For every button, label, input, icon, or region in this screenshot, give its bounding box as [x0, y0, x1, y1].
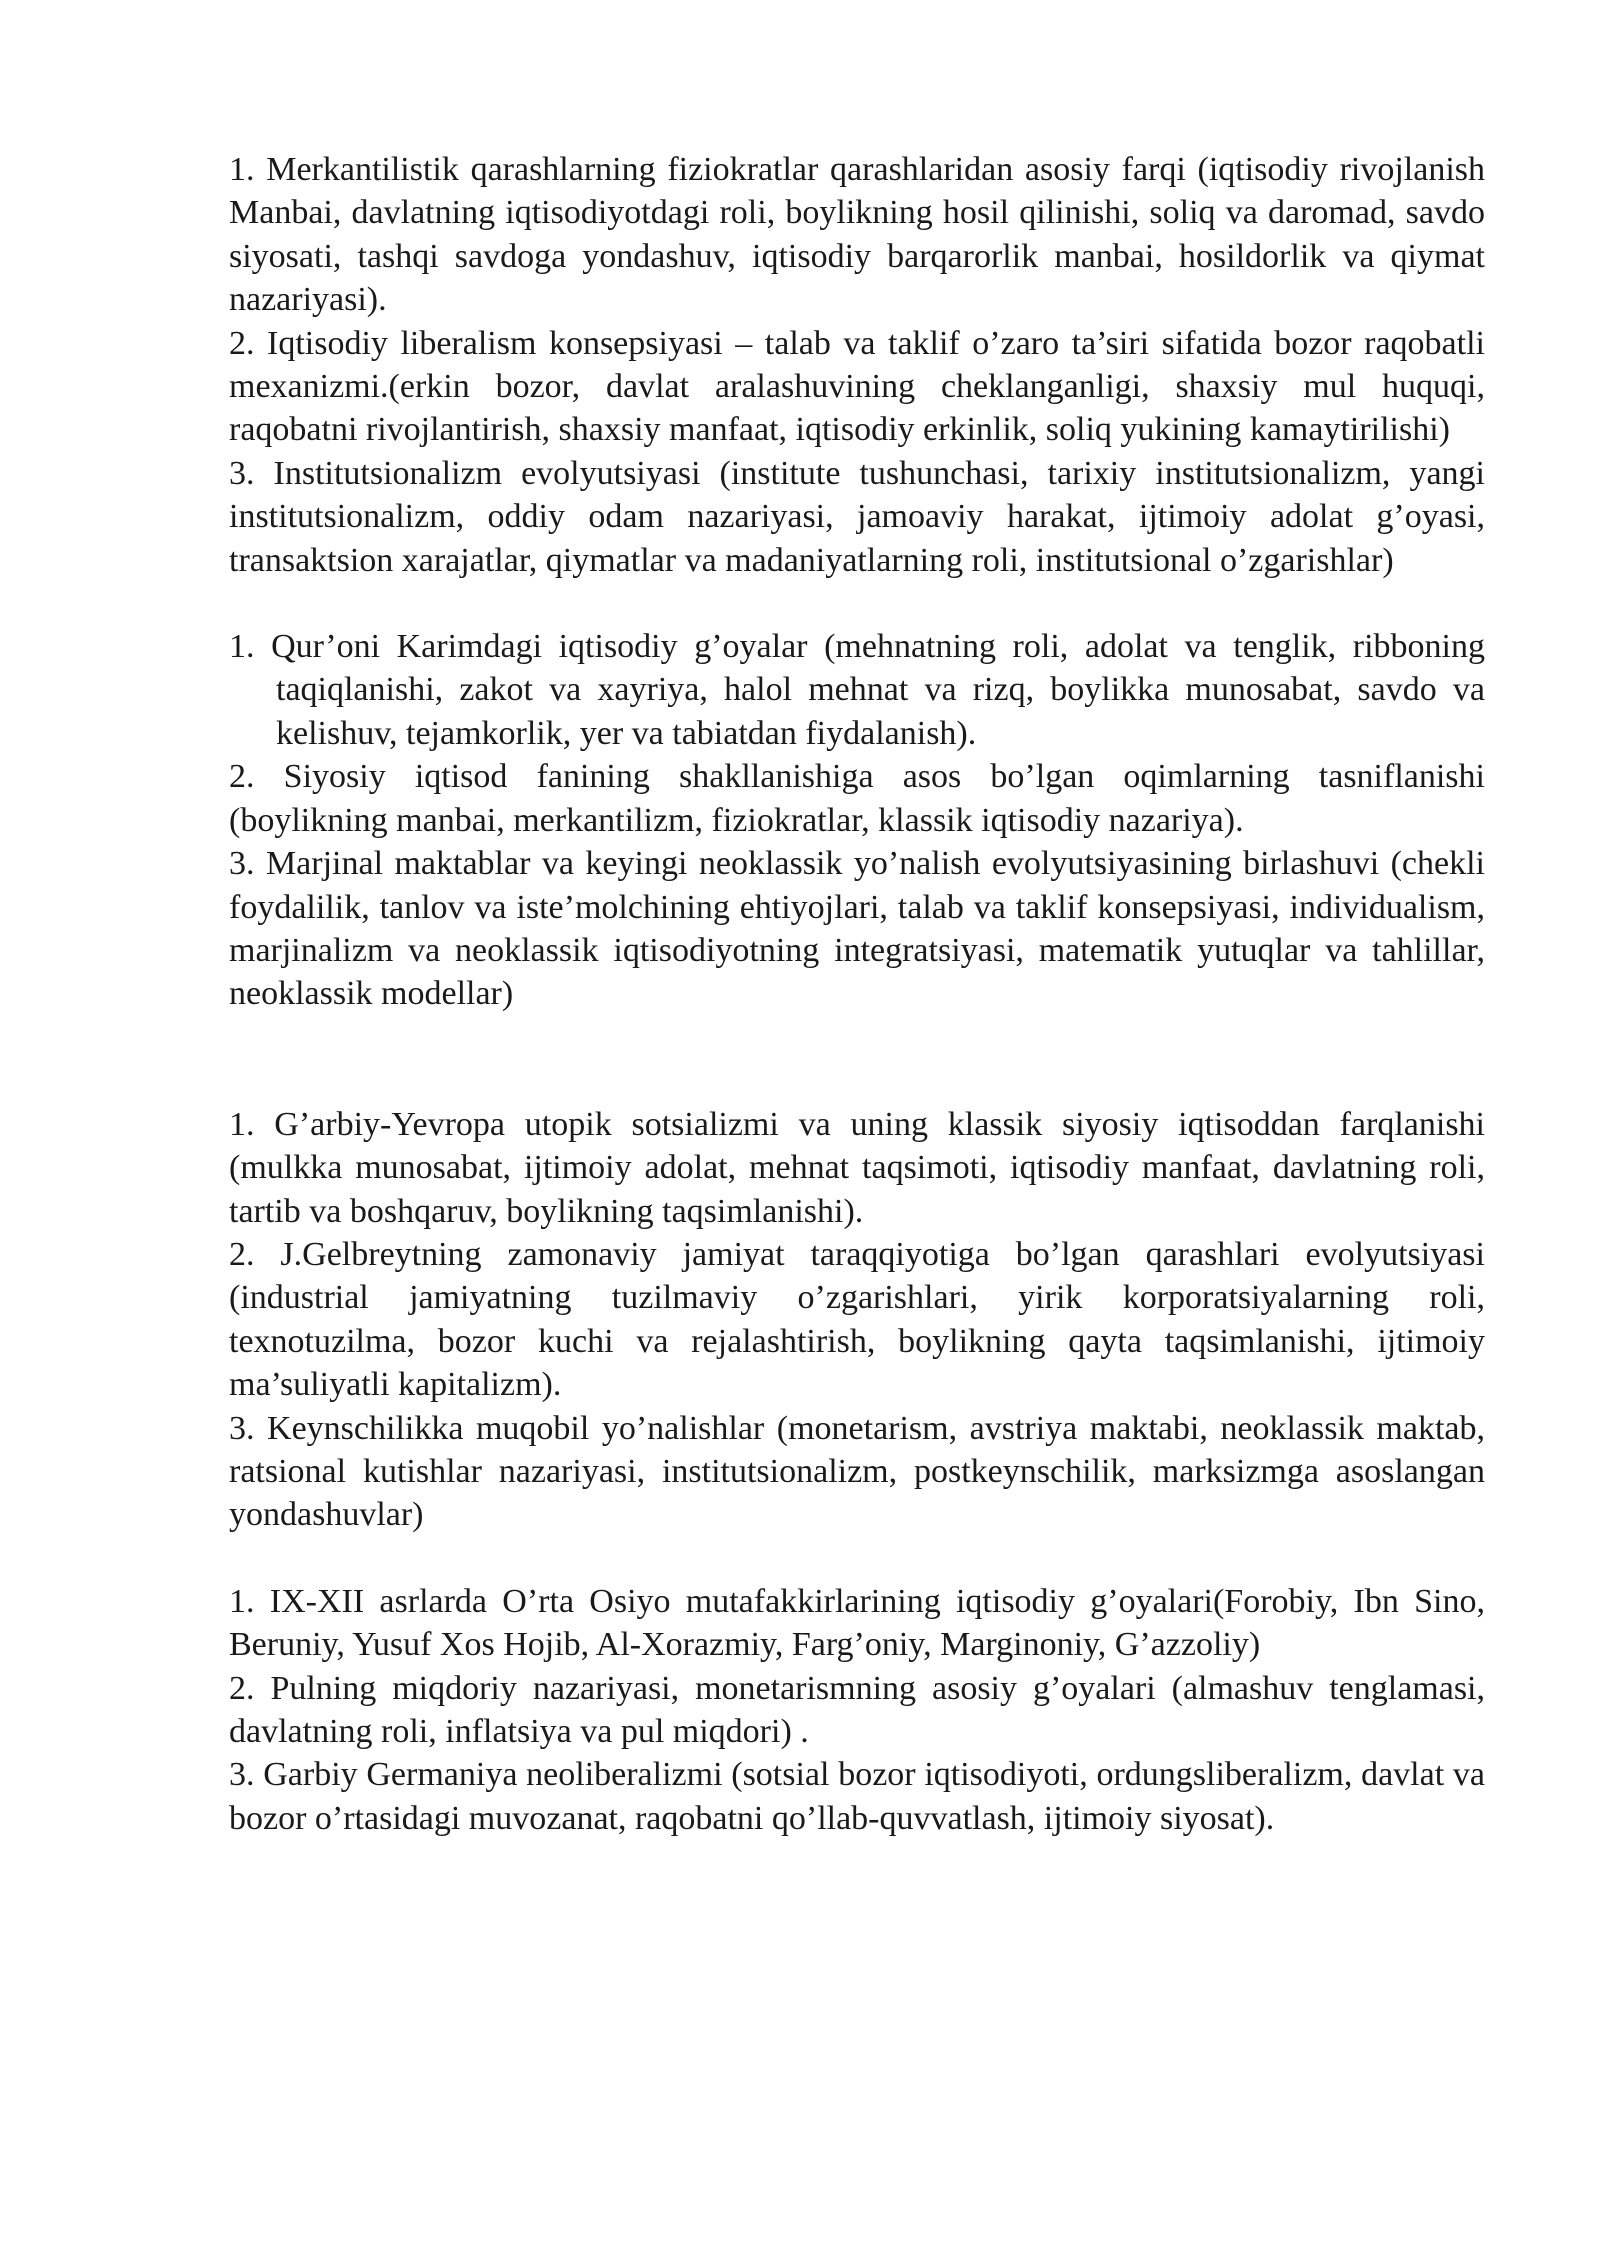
- spacer: [229, 1537, 1485, 1580]
- list-item: 1. Merkantilistik qarashlarning fiziokratlar qarashlaridan asosiy farqi (iqtisodiy rivojlanish Manbai, davlatning iqtisodiyotdagi roli, boylikning hosil qilinishi, soliq va daromad, savdo siyosati, tashqi savdoga yondashuv, iqtisodiy barqarorlik manbai, hosildorlik va qiymat nazariyasi).: [229, 151, 1485, 319]
- spacer: [229, 1016, 1485, 1103]
- list-item: 1. IX-XII asrlarda O’rta Osiyo mutafakkirlarining iqtisodiy g’oyalari(Forobiy, Ibn Sino, Beruniy, Yusuf Xos Hojib, Al-Xorazmiy, Farg’oniy, Marginoniy, G’azzoliy): [229, 1582, 1485, 1664]
- spacer: [229, 582, 1485, 625]
- list-item: 3. Institutsionalizm evolyutsiyasi (institute tushunchasi, tarixiy institutsionalizm, yangi institutsionalizm, oddiy odam nazariyasi, jamoaviy harakat, ijtimoiy adolat g’oyasi, transaktsion xarajatlar, qiymatlar va madaniyatlarning roli, institutsional o’zgarishlar): [229, 454, 1485, 579]
- list-item: 2. Siyosiy iqtisod fanining shakllanishiga asos bo’lgan oqimlarning tasniflanishi (boylikning manbai, merkantilizm, fiziokratlar, klassik iqtisodiy nazariya).: [229, 758, 1485, 839]
- list-item: 2. Iqtisodiy liberalism konsepsiyasi – talab va taklif o’zaro ta’siri sifatida bozor raqobatli mexanizmi.(erkin bozor, davlat aralashuvining cheklanganligi, shaxsiy mul huquqi, raqobatni rivojlantirish, shaxsiy manfaat, iqtisodiy erkinlik, soliq yukining kamaytirilishi): [229, 324, 1485, 449]
- document-page: [229, 148, 1485, 1840]
- question-set-1: [229, 148, 1485, 582]
- list-item: 3. Keynschilikka muqobil yo’nalishlar (monetarism, avstriya maktabi, neoklassik maktab, ratsional kutishlar nazariyasi, institutsionalizm, postkeynschilik, marksizmga asoslangan yondashuvlar): [229, 1409, 1485, 1534]
- question-set-3: [229, 1103, 1485, 1537]
- question-set-2: [229, 625, 1485, 1016]
- list-item: 3. Marjinal maktablar va keyingi neoklassik yo’nalish evolyutsiyasining birlashuvi (chekli foydalilik, tanlov va iste’molchining ehtiyojlari, talab va taklif konsepsiyasi, individualism, marjinalizm va neoklassik iqtisodiyotning integratsiyasi, matematik yutuqlar va tahlillar, neoklassik modellar): [229, 845, 1485, 1013]
- list-item: 1. Qur’oni Karimdagi iqtisodiy g’oyalar (mehnatning roli, adolat va tenglik, ribboning taqiqlanishi, zakot va xayriya, halol mehnat va rizq, boylikka munosabat, savdo va kelishuv, tejamkorlik, yer va tabiatdan fiydalanish).: [229, 628, 1485, 752]
- list-item: 1. G’arbiy-Yevropa utopik sotsializmi va uning klassik siyosiy iqtisoddan farqlanishi (mulkka munosabat, ijtimoiy adolat, mehnat taqsimoti, iqtisodiy manfaat, davlatning roli, tartib va boshqaruv, boylikning taqsimlanishi).: [229, 1105, 1485, 1230]
- question-set-4: [229, 1580, 1485, 1840]
- list-item: 3. Garbiy Germaniya neoliberalizmi (sotsial bozor iqtisodiyoti, ordungsliberalizm, davlat va bozor o’rtasidagi muvozanat, raqobatni qo’llab-quvvatlash, ijtimoiy siyosat).: [229, 1756, 1485, 1837]
- list-item: 2. J.Gelbreytning zamonaviy jamiyat taraqqiyotiga bo’lgan qarashlari evolyutsiyasi (industrial jamiyatning tuzilmaviy o’zgarishlari, yirik korporatsiyalarning roli, texnotuzilma, bozor kuchi va rejalashtirish, boylikning qayta taqsimlanishi, ijtimoiy ma’suliyatli kapitalizm).: [229, 1235, 1485, 1404]
- list-item: 2. Pulning miqdoriy nazariyasi, monetarismning asosiy g’oyalari (almashuv tenglamasi, davlatning roli, inflatsiya va pul miqdori) .: [229, 1669, 1485, 1750]
